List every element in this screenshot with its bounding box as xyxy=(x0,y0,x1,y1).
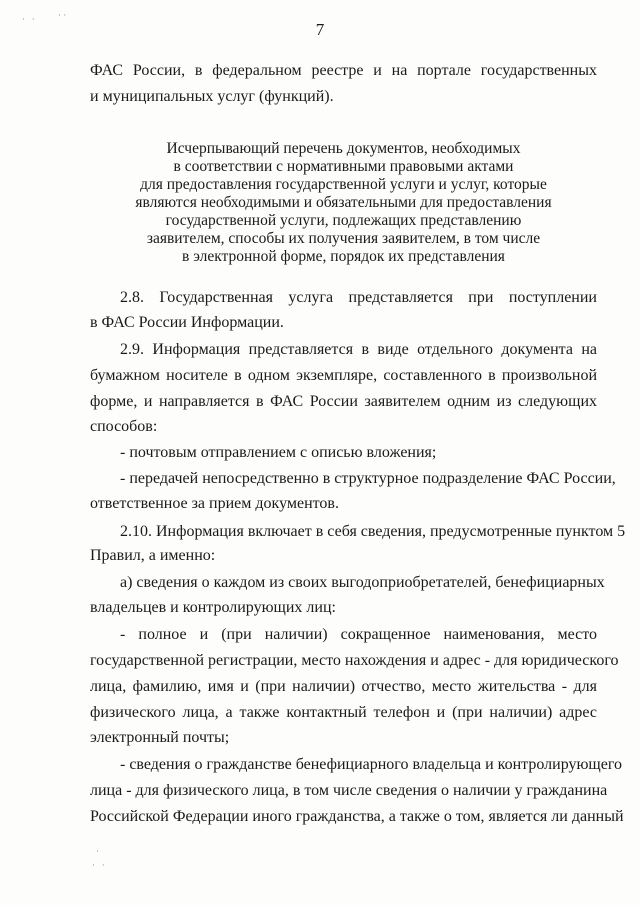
paragraph-line: владельцев и контролирующих лиц: xyxy=(90,599,336,616)
heading-line: в соответствии с нормативными правовыми актами xyxy=(173,158,514,175)
scan-speck: · · xyxy=(58,10,67,20)
paragraph-line: бумажном носителе в одном экземпляре, составленного в произвольной xyxy=(90,367,597,384)
heading-line: являются необходимыми и обязательными для предоставления xyxy=(135,194,552,211)
heading-line: для предоставления государственной услуги и услуг, которые xyxy=(140,176,547,193)
paragraph-line: лица, фамилию, имя и (при наличии) отчество, место жительства - для xyxy=(90,678,597,695)
paragraph-line: форме, и направляется в ФАС России заявителем одним из следующих xyxy=(90,393,597,410)
paragraph-line: - передачей непосредственно в структурное подразделение ФАС России, xyxy=(120,470,616,487)
heading-line: в электронной форме, порядок их представления xyxy=(182,248,505,265)
heading-line: Исчерпывающий перечень документов, необходимых xyxy=(166,140,521,157)
paragraph-line: - сведения о гражданстве бенефициарного владельца и контролирующего xyxy=(120,756,623,773)
intro-line: ФАС России, в федеральном реестре и на портале государственных xyxy=(90,62,597,79)
paragraph-line: Российской Федерации иного гражданства, а также о том, является ли данный xyxy=(90,808,624,825)
paragraph-line: электронный почты; xyxy=(90,729,230,746)
intro-line: и муниципальных услуг (функций). xyxy=(90,88,334,105)
scan-speck: · · xyxy=(22,14,35,24)
scan-speck: · xyxy=(96,846,99,856)
paragraph-line: Правил, а именно: xyxy=(90,547,216,564)
paragraph-line: - полное и (при наличии) сокращенное наименования, место xyxy=(120,626,597,643)
paragraph-line: ответственное за прием документов. xyxy=(90,495,339,512)
heading-line: государственной услуги, подлежащих представлению xyxy=(165,212,522,229)
paragraph-line: в ФАС России Информации. xyxy=(90,314,284,331)
paragraph-line: физического лица, а также контактный телефон и (при наличии) адрес xyxy=(90,704,597,721)
scan-speck: · · xyxy=(92,860,105,870)
paragraph-line: лица - для физического лица, в том числе сведения о наличии у гражданина xyxy=(90,782,608,799)
paragraph-line: государственной регистрации, место нахождения и адрес - для юридического xyxy=(90,652,619,669)
paragraph-line: 2.8. Государственная услуга представляется при поступлении xyxy=(120,289,597,306)
paragraph-line: а) сведения о каждом из своих выгодоприобретателей, бенефициарных xyxy=(120,574,605,591)
paragraph-line: 2.10. Информация включает в себя сведения, предусмотренные пунктом 5 xyxy=(120,523,626,540)
paragraph-line: способов: xyxy=(90,418,158,435)
paragraph-line: 2.9. Информация представляется в виде отдельного документа на xyxy=(120,341,597,358)
paragraph-line: - почтовым отправлением с описью вложения; xyxy=(120,444,437,461)
page-number: 7 xyxy=(315,20,325,39)
heading-line: заявителем, способы их получения заявителем, в том числе xyxy=(146,230,541,247)
